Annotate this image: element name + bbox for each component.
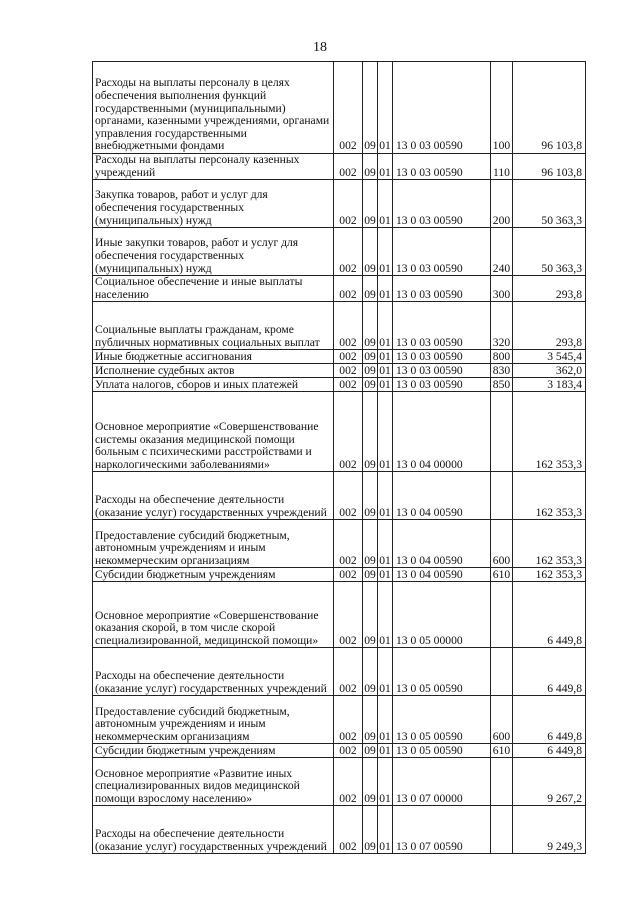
cell-target-article-code: 13 0 03 00590 — [393, 228, 491, 276]
cell-amount: 162 353,3 — [513, 568, 586, 582]
cell-amount: 50 363,3 — [513, 180, 586, 228]
cell-row-name: Предоставление субсидий бюджетным, автономным учреждениям и иным некоммерческим организациям — [93, 520, 334, 568]
cell-target-article-code: 13 0 05 00590 — [393, 648, 491, 696]
cell-amount: 50 363,3 — [513, 228, 586, 276]
cell-admin-code: 002 — [334, 154, 363, 180]
cell-admin-code: 002 — [334, 350, 363, 364]
table-row — [93, 568, 586, 582]
cell-subsection-code: 01 — [378, 758, 393, 806]
cell-target-article-code: 13 0 03 00590 — [393, 180, 491, 228]
cell-admin-code: 002 — [334, 472, 363, 520]
cell-row-name: Расходы на обеспечение деятельности (оказание услуг) государственных учреждений — [93, 648, 334, 696]
cell-target-article-code: 13 0 04 00000 — [393, 392, 491, 472]
cell-section-code: 09 — [363, 648, 378, 696]
cell-section-code: 09 — [363, 806, 378, 854]
cell-section-code: 09 — [363, 276, 378, 302]
cell-expense-type-code: 110 — [491, 154, 513, 180]
cell-section-code: 09 — [363, 392, 378, 472]
cell-subsection-code: 01 — [378, 648, 393, 696]
cell-amount: 162 353,3 — [513, 472, 586, 520]
cell-expense-type-code — [491, 472, 513, 520]
table-row — [93, 302, 586, 350]
cell-row-name: Субсидии бюджетным учреждениям — [93, 568, 334, 582]
table-row — [93, 180, 586, 228]
cell-amount: 6 449,8 — [513, 744, 586, 758]
table-row — [93, 392, 586, 472]
cell-subsection-code: 01 — [378, 228, 393, 276]
cell-expense-type-code: 610 — [491, 744, 513, 758]
cell-amount: 6 449,8 — [513, 696, 586, 744]
cell-subsection-code: 01 — [378, 302, 393, 350]
cell-subsection-code: 01 — [379, 349, 391, 363]
cell-admin-code: 002 — [334, 302, 363, 350]
cell-amount: 6 449,8 — [513, 582, 586, 648]
cell-amount: 162 353,3 — [513, 392, 586, 472]
cell-expense-type-code — [491, 648, 513, 696]
table-row — [93, 228, 586, 276]
cell-row-name: Основное мероприятие «Развитие иных специализированных видов медицинской помощи взрослому населению» — [93, 758, 334, 806]
cell-row-name: Предоставление субсидий бюджетным, автономным учреждениям и иным некоммерческим организациям — [93, 696, 334, 744]
cell-target-article-code: 13 0 04 00590 — [393, 568, 491, 582]
cell-row-name: Основное мероприятие «Совершенствование системы оказания медицинской помощи больным с психическими расстройствами и наркологическими заболеваниями» — [93, 392, 334, 472]
cell-section-code: 09 — [363, 758, 378, 806]
table-row — [93, 520, 586, 568]
cell-row-name: Социальное обеспечение и иные выплаты населению — [93, 276, 334, 302]
cell-target-article-code: 13 0 03 00590 — [393, 350, 491, 364]
cell-admin-code: 002 — [334, 392, 363, 472]
table-row — [93, 648, 586, 696]
cell-expense-type-code: 830 — [491, 364, 513, 378]
table-row — [93, 364, 586, 378]
cell-target-article-code: 13 0 05 00590 — [393, 696, 491, 744]
cell-subsection-code: 01 — [378, 180, 393, 228]
cell-admin-code: 002 — [334, 806, 363, 854]
cell-amount: 96 103,8 — [513, 154, 586, 180]
cell-amount: 9 267,2 — [513, 758, 586, 806]
cell-admin-code: 002 — [334, 520, 363, 568]
cell-section-code: 09 — [364, 349, 376, 363]
cell-row-name: Иные бюджетные ассигнования — [93, 350, 334, 364]
cell-subsection-code: 01 — [378, 276, 393, 302]
table-row — [93, 276, 586, 302]
cell-admin-code: 002 — [334, 758, 363, 806]
cell-expense-type-code: 850 — [491, 378, 513, 392]
cell-row-name: Расходы на выплаты персоналу в целях обеспечения выполнения функций государственными (муниципальными) органами, казенными учреждениями, органами управления государственными внебюджетными фондами — [93, 62, 334, 154]
cell-row-name: Расходы на обеспечение деятельности (оказание услуг) государственных учреждений — [93, 806, 334, 854]
cell-expense-type-code: 240 — [491, 228, 513, 276]
cell-target-article-code: 13 0 05 00590 — [393, 744, 491, 758]
cell-expense-type-code — [491, 582, 513, 648]
table-row — [93, 154, 586, 180]
cell-expense-type-code: 600 — [491, 520, 513, 568]
cell-expense-type-code — [491, 806, 513, 854]
cell-admin-code: 002 — [334, 378, 363, 392]
cell-expense-type-code: 300 — [491, 276, 513, 302]
cell-subsection-code: 01 — [378, 62, 393, 154]
cell-subsection-code: 01 — [378, 392, 393, 472]
cell-row-name: Расходы на выплаты персоналу казенных учреждений — [93, 154, 334, 180]
cell-section-code: 09 — [363, 228, 378, 276]
budget-table-body — [93, 62, 586, 854]
budget-table — [92, 61, 586, 854]
cell-row-name: Иные закупки товаров, работ и услуг для обеспечения государственных (муниципальных) нужд — [93, 228, 334, 276]
cell-admin-code: 002 — [334, 364, 363, 378]
cell-subsection-code: 01 — [378, 154, 393, 180]
table-row — [93, 744, 586, 758]
cell-admin-code: 002 — [334, 276, 363, 302]
table-row — [93, 696, 586, 744]
table-row — [93, 806, 586, 854]
cell-section-code: 09 — [364, 743, 376, 757]
cell-section-code: 09 — [363, 154, 378, 180]
cell-amount: 162 353,3 — [513, 520, 586, 568]
cell-target-article-code: 13 0 03 00590 — [393, 302, 491, 350]
cell-target-article-code: 13 0 04 00590 — [393, 520, 491, 568]
cell-amount: 293,8 — [513, 276, 586, 302]
table-row — [93, 758, 586, 806]
cell-section-code: 09 — [363, 582, 378, 648]
cell-row-name: Основное мероприятие «Совершенствование оказания скорой, в том числе скорой специализированной, медицинской помощи» — [93, 582, 334, 648]
cell-subsection-code: 01 — [378, 696, 393, 744]
cell-section-code: 09 — [363, 180, 378, 228]
cell-amount: 3 183,4 — [513, 378, 586, 392]
cell-admin-code: 002 — [334, 568, 363, 582]
cell-admin-code: 002 — [334, 180, 363, 228]
cell-admin-code: 002 — [334, 744, 363, 758]
cell-target-article-code: 13 0 05 00000 — [393, 582, 491, 648]
cell-expense-type-code: 100 — [491, 62, 513, 154]
table-row — [93, 378, 586, 392]
cell-admin-code: 002 — [334, 648, 363, 696]
cell-section-code: 09 — [363, 520, 378, 568]
cell-target-article-code: 13 0 07 00000 — [393, 758, 491, 806]
cell-amount: 362,0 — [513, 364, 586, 378]
table-row — [93, 350, 586, 364]
page-number: 18 — [313, 40, 327, 55]
cell-subsection-code: 01 — [378, 472, 393, 520]
cell-amount: 6 449,8 — [513, 648, 586, 696]
cell-target-article-code: 13 0 03 00590 — [393, 276, 491, 302]
cell-row-name: Расходы на обеспечение деятельности (оказание услуг) государственных учреждений — [93, 472, 334, 520]
cell-amount: 9 249,3 — [513, 806, 586, 854]
table-row — [93, 62, 586, 154]
cell-target-article-code: 13 0 03 00590 — [393, 364, 491, 378]
cell-target-article-code: 13 0 03 00590 — [393, 62, 491, 154]
table-row — [93, 472, 586, 520]
cell-admin-code: 002 — [334, 582, 363, 648]
cell-admin-code: 002 — [334, 228, 363, 276]
cell-target-article-code: 13 0 04 00590 — [393, 472, 491, 520]
cell-row-name: Закупка товаров, работ и услуг для обеспечения государственных (муниципальных) нужд — [93, 180, 334, 228]
cell-expense-type-code: 610 — [491, 568, 513, 582]
cell-subsection-code: 01 — [378, 520, 393, 568]
cell-row-name: Уплата налогов, сборов и иных платежей — [93, 378, 334, 392]
cell-amount: 3 545,4 — [513, 350, 586, 364]
cell-expense-type-code: 600 — [491, 696, 513, 744]
cell-amount: 293,8 — [513, 302, 586, 350]
cell-target-article-code: 13 0 07 00590 — [393, 806, 491, 854]
cell-expense-type-code: 320 — [491, 302, 513, 350]
cell-admin-code: 002 — [334, 696, 363, 744]
cell-amount: 96 103,8 — [513, 62, 586, 154]
cell-subsection-code: 01 — [379, 363, 391, 377]
cell-section-code: 09 — [363, 302, 378, 350]
table-row — [93, 582, 586, 648]
cell-section-code: 09 — [363, 696, 378, 744]
cell-section-code: 09 — [363, 62, 378, 154]
cell-section-code: 09 — [364, 567, 376, 581]
cell-expense-type-code: 200 — [491, 180, 513, 228]
cell-subsection-code: 01 — [379, 377, 391, 391]
cell-section-code: 09 — [364, 363, 376, 377]
cell-subsection-code: 01 — [379, 567, 391, 581]
cell-subsection-code: 01 — [378, 806, 393, 854]
cell-subsection-code: 01 — [379, 743, 391, 757]
cell-row-name: Социальные выплаты гражданам, кроме публичных нормативных социальных выплат — [93, 302, 334, 350]
cell-target-article-code: 13 0 03 00590 — [393, 378, 491, 392]
cell-section-code: 09 — [363, 472, 378, 520]
cell-expense-type-code — [491, 758, 513, 806]
cell-section-code: 09 — [364, 377, 376, 391]
cell-admin-code: 002 — [334, 62, 363, 154]
cell-row-name: Исполнение судебных актов — [93, 364, 334, 378]
cell-target-article-code: 13 0 03 00590 — [393, 154, 491, 180]
cell-expense-type-code: 800 — [491, 350, 513, 364]
cell-expense-type-code — [491, 392, 513, 472]
cell-subsection-code: 01 — [378, 582, 393, 648]
cell-row-name: Субсидии бюджетным учреждениям — [93, 744, 334, 758]
